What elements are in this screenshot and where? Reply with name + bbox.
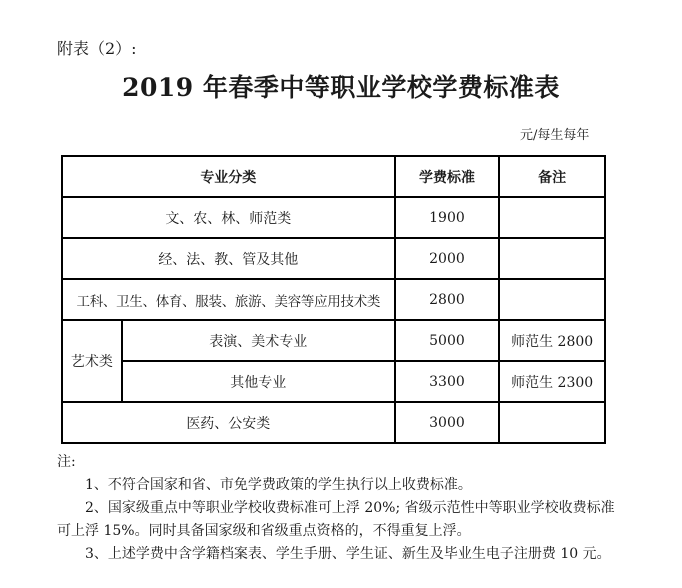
row-category: 工科、卫生、体育、服装、旅游、美容等应用技术类 [62, 279, 395, 320]
document-title: 2019 年春季中等职业学校学费标准表 [122, 73, 560, 102]
row-note [499, 279, 605, 320]
row-fee: 3000 [395, 402, 500, 443]
header-category: 专业分类 [62, 156, 395, 197]
fee-table [61, 155, 606, 444]
table-row [62, 361, 605, 402]
notes-label: 注: [57, 454, 76, 470]
unit-label: 元/每生每年 [520, 128, 590, 143]
table-header-row [62, 156, 605, 197]
row-note [499, 238, 605, 279]
appendix-label: 附表（2）: [57, 39, 137, 58]
row-note [499, 197, 605, 238]
row-fee: 2000 [395, 238, 500, 279]
table-row [62, 402, 605, 443]
table-row [62, 320, 605, 361]
row-note [499, 402, 605, 443]
note-item: 3、上述学费中含学籍档案表、学生手册、学生证、新生及毕业生电子注册费 10 元。 [85, 546, 611, 562]
row-fee: 1900 [395, 197, 500, 238]
table-row [62, 197, 605, 238]
row-category: 表演、美术专业 [122, 320, 395, 361]
row-fee: 3300 [395, 361, 500, 402]
row-note: 师范生 2800 [499, 320, 605, 361]
table-row [62, 279, 605, 320]
row-fee: 5000 [395, 320, 500, 361]
row-category: 文、农、林、师范类 [62, 197, 395, 238]
note-item: 1、不符合国家和省、市免学费政策的学生执行以上收费标准。 [85, 477, 472, 493]
header-fee: 学费标准 [395, 156, 500, 197]
row-category: 医药、公安类 [62, 402, 395, 443]
note-item: 2、国家级重点中等职业学校收费标准可上浮 20%; 省级示范性中等职业学校收费标准可上浮 15%。同时具备国家级和省级重点资格的，不得重复上浮。 [57, 500, 615, 539]
row-category: 经、法、教、管及其他 [62, 238, 395, 279]
row-note: 师范生 2300 [499, 361, 605, 402]
row-fee: 2800 [395, 279, 500, 320]
row-category: 其他专业 [122, 361, 395, 402]
header-note: 备注 [499, 156, 605, 197]
row-group: 艺术类 [62, 320, 122, 402]
notes-section [57, 451, 627, 566]
table-row [62, 238, 605, 279]
